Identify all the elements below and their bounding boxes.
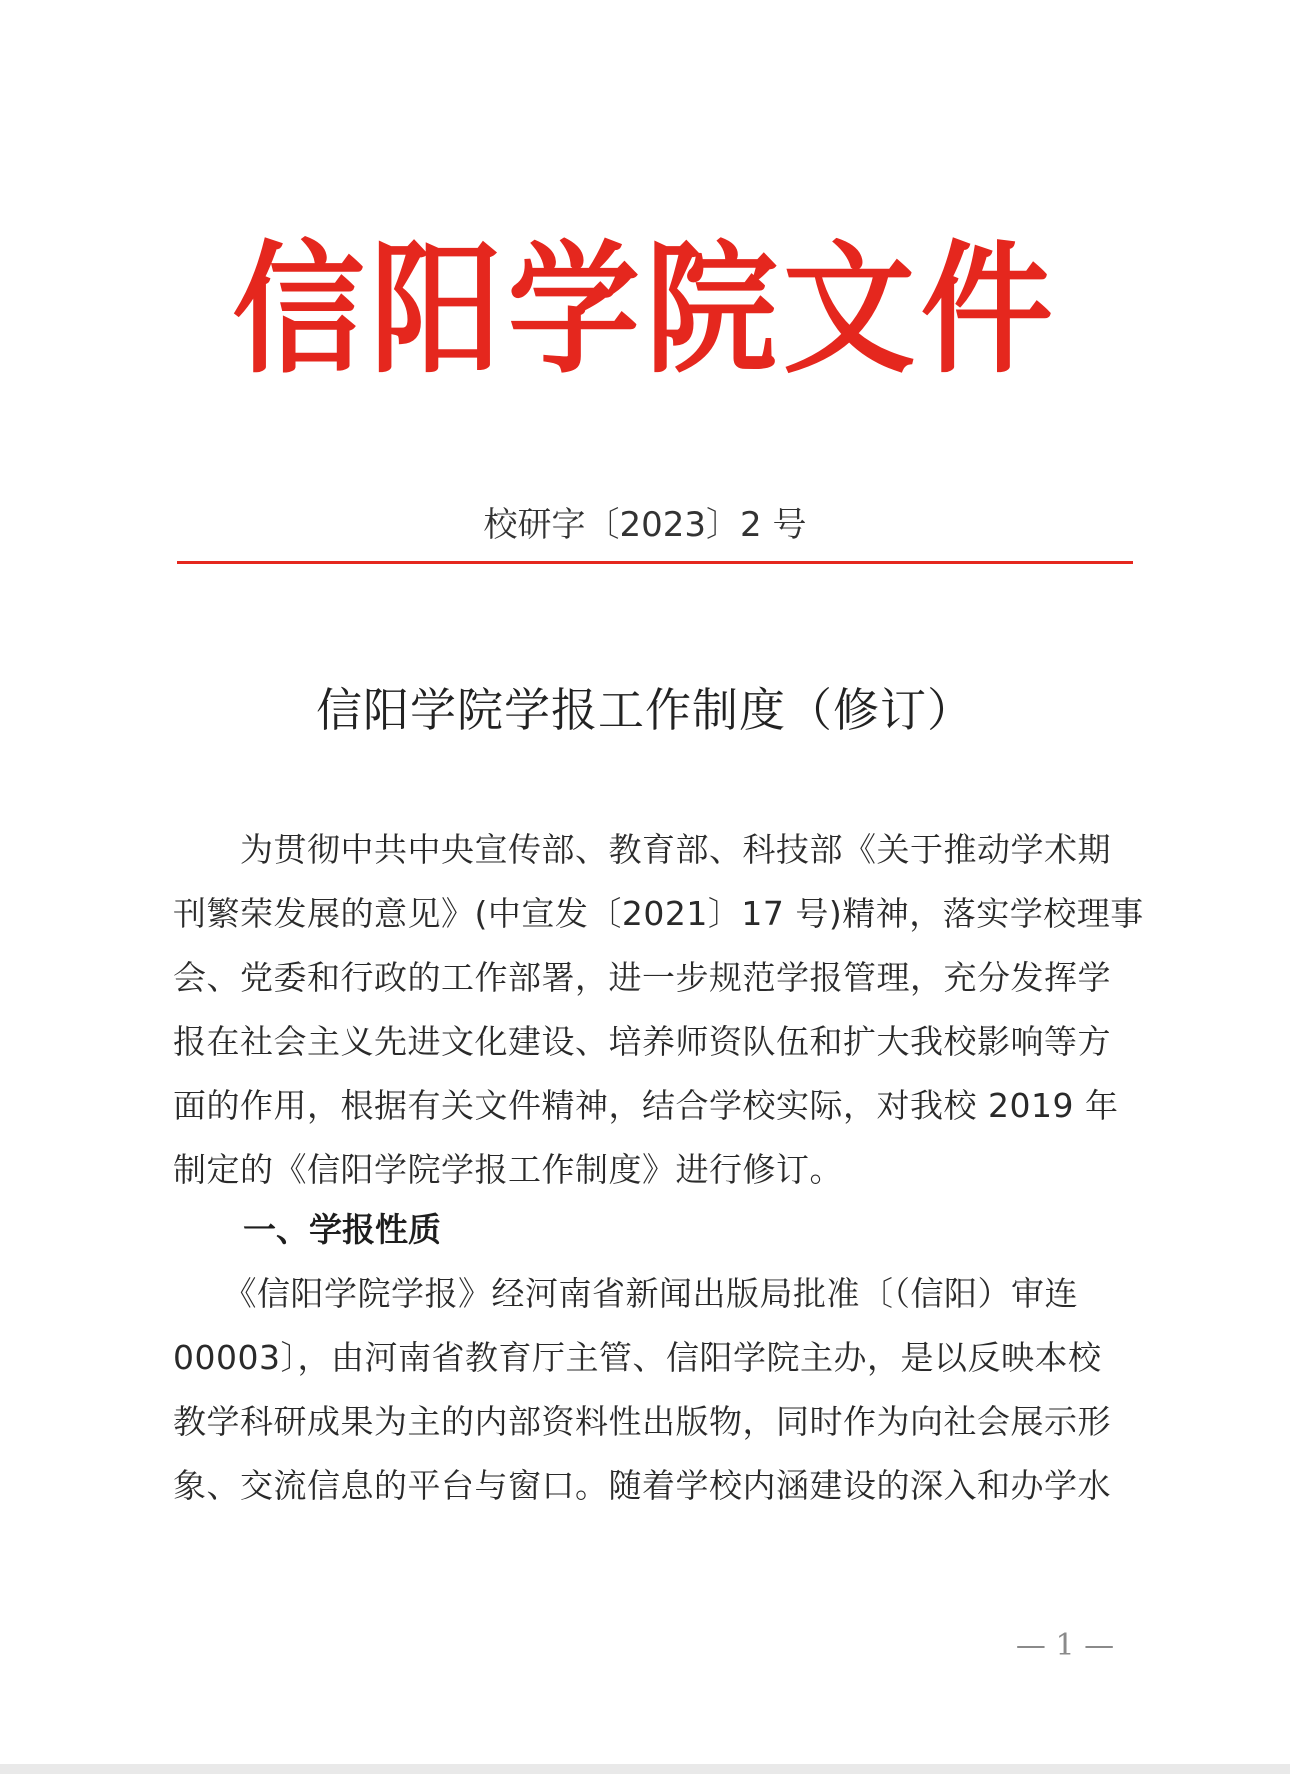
section-paragraph (173, 1262, 1128, 1518)
paragraph-line: 面的作用，根据有关文件精神，结合学校实际，对我校 2019 年 (173, 1086, 1119, 1125)
paragraph-line: 刊繁荣发展的意见》(中宣发〔2021〕17 号)精神，落实学校理事 (173, 894, 1144, 933)
paragraph-line: 制定的《信阳学院学报工作制度》进行修订。 (173, 1150, 843, 1189)
document-masthead: 信阳学院文件 (232, 227, 1059, 393)
paragraph-line: 报在社会主义先进文化建设、培养师资队伍和扩大我校影响等方 (173, 1022, 1111, 1061)
document-number: 校研字〔2023〕2 号 (483, 505, 807, 545)
paragraph-line: 为贯彻中共中央宣传部、教育部、科技部《关于推动学术期 (173, 830, 1111, 869)
page-bottom-edge (0, 1764, 1290, 1774)
intro-paragraph (173, 818, 1144, 1202)
red-divider-line (177, 561, 1133, 564)
section-heading: 一、学报性质 (243, 1210, 441, 1249)
document-title: 信阳学院学报工作制度（修订） (316, 683, 974, 737)
paragraph-line: 00003〕，由河南省教育厅主管、信阳学院主办，是以反映本校 (173, 1338, 1102, 1377)
paragraph-line: 象、交流信息的平台与窗口。随着学校内涵建设的深入和办学水 (173, 1466, 1111, 1505)
paragraph-line: 会、党委和行政的工作部署，进一步规范学报管理，充分发挥学 (173, 958, 1111, 997)
paragraph-line: 《信阳学院学报》经河南省新闻出版局批准〔（信阳）审连 (173, 1274, 1078, 1313)
paragraph-line: 教学科研成果为主的内部资料性出版物，同时作为向社会展示形 (173, 1402, 1111, 1441)
page-number: — 1 — (1015, 1628, 1115, 1663)
